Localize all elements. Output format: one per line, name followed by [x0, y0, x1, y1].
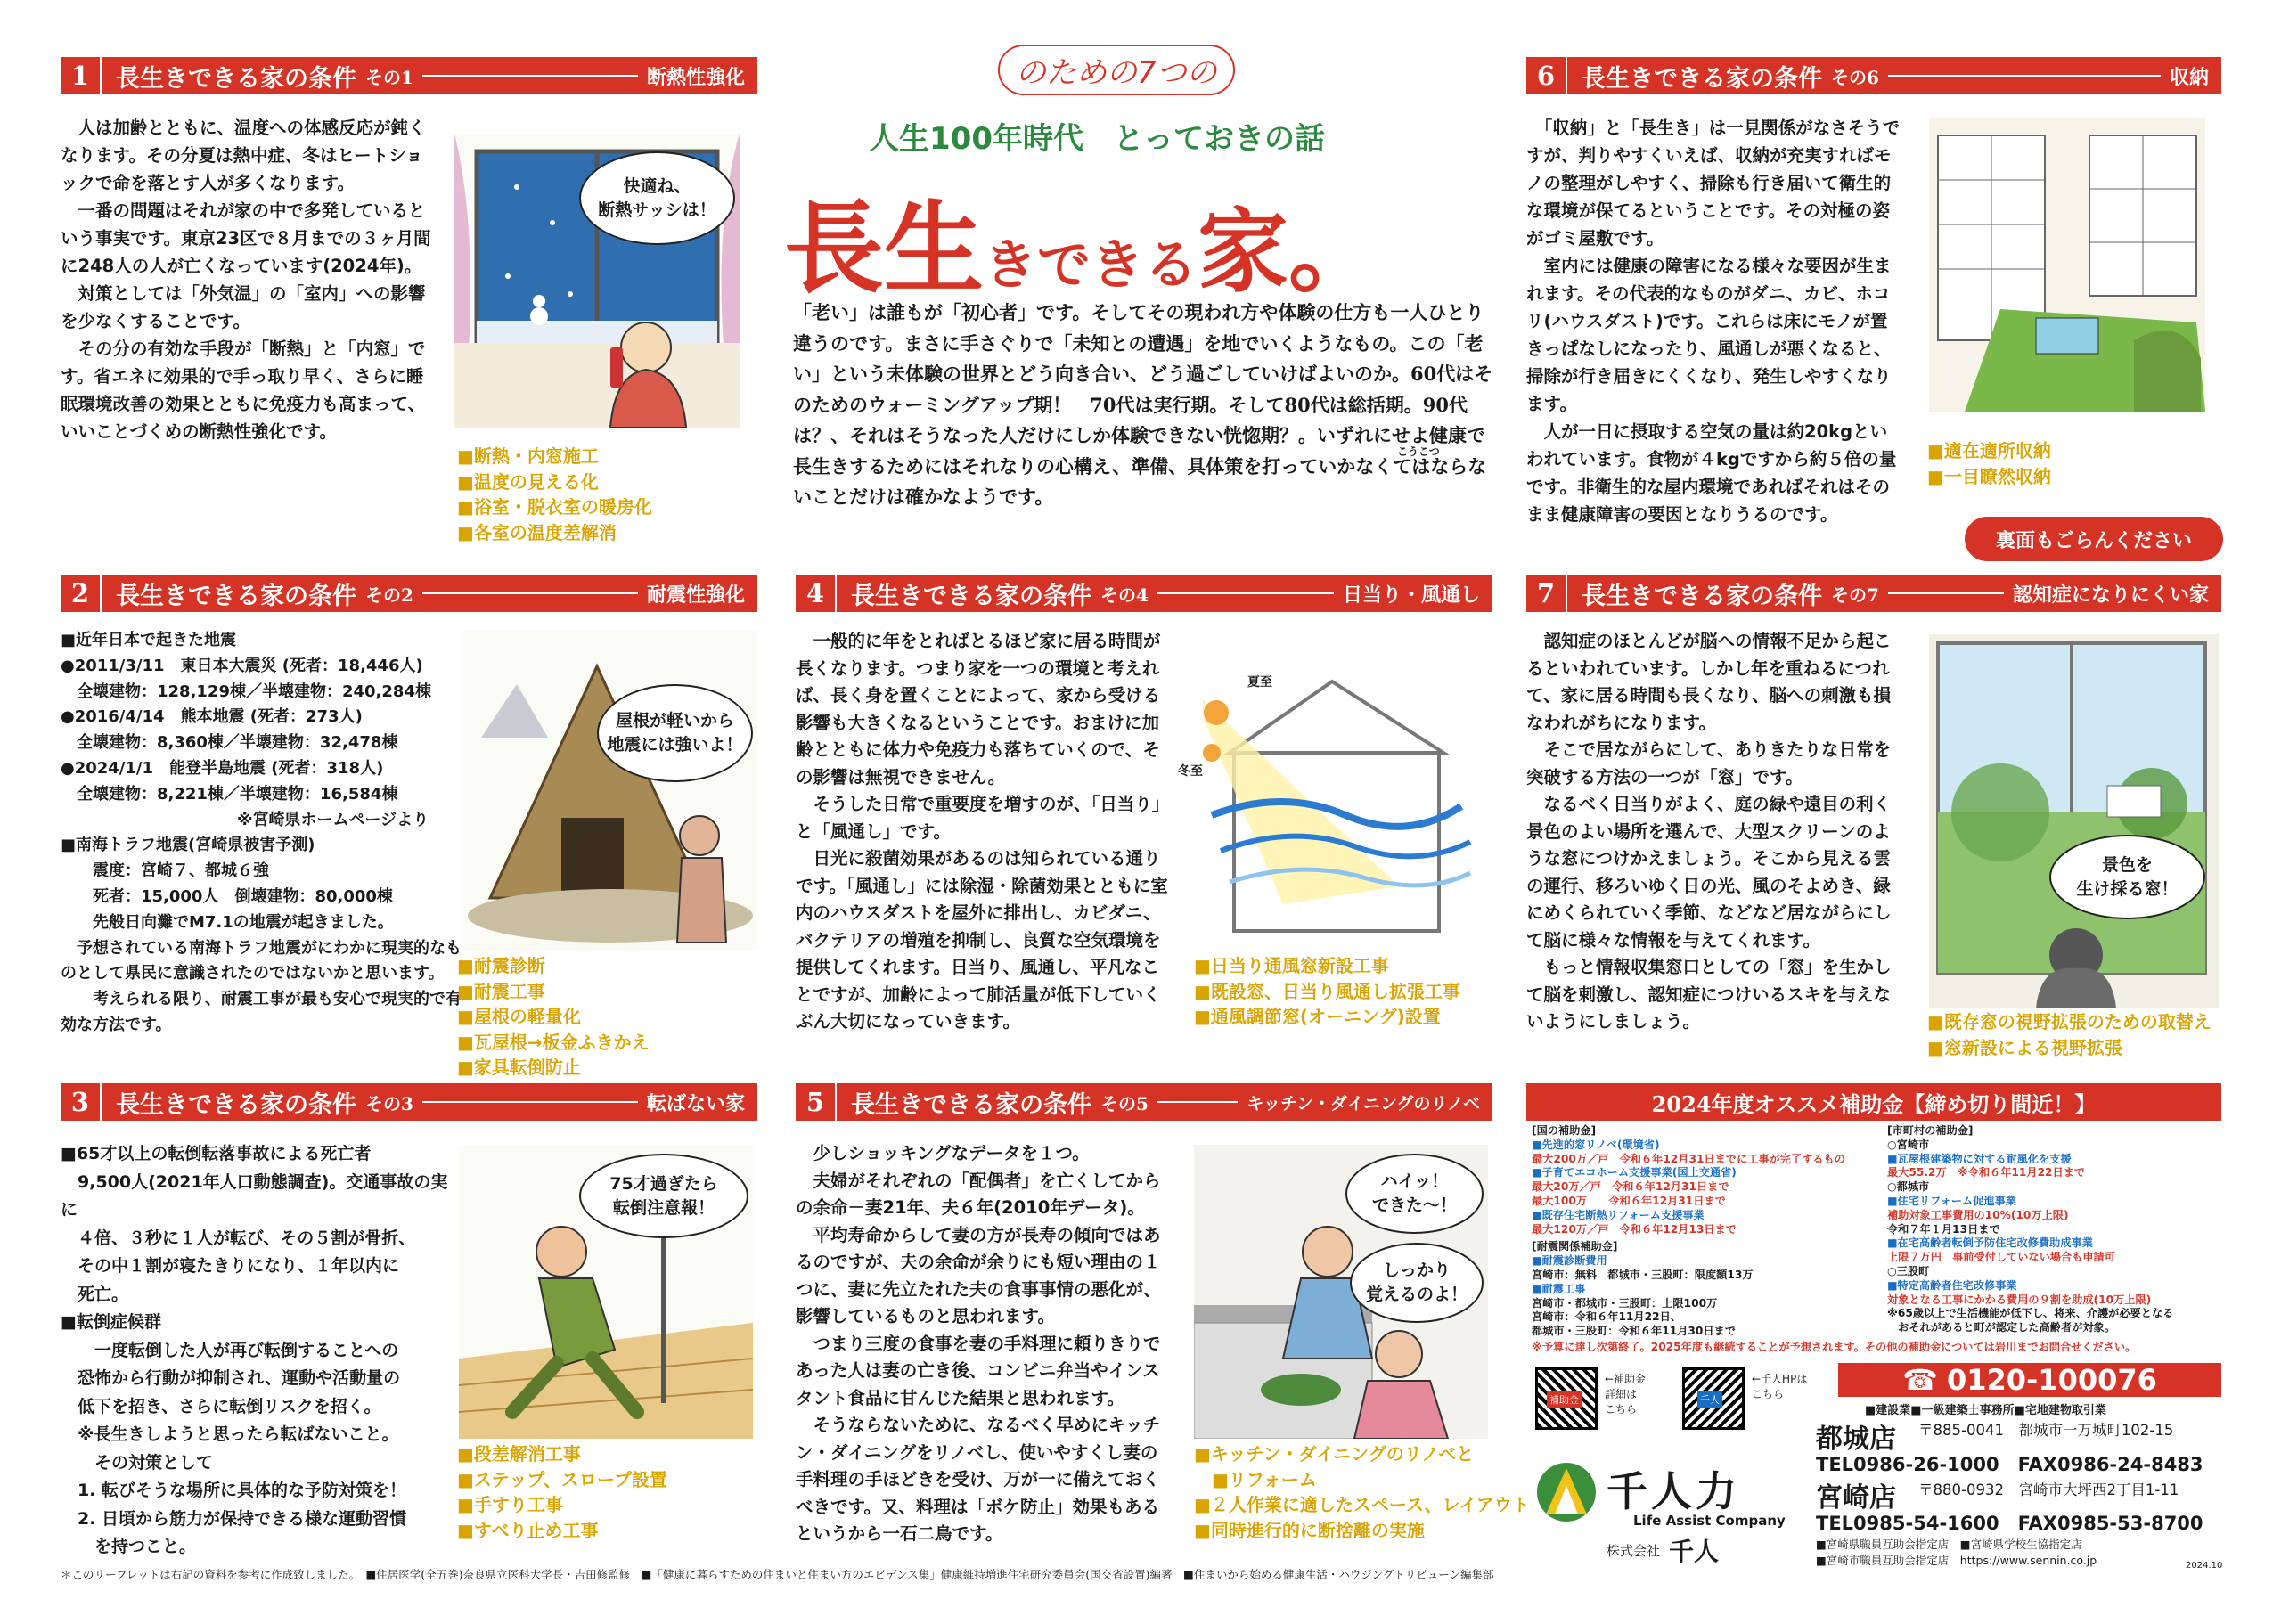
subsidy-line: ■先進的窓リノベ(環境省)	[1532, 1138, 1660, 1151]
section-1-header	[61, 57, 757, 94]
list-item: ■ 手すり工事	[457, 1492, 667, 1518]
list-item: ■ 既存窓の視野拡張のための取替え	[1927, 1009, 2212, 1035]
subsidy-line: 令和７年１月13日まで	[1887, 1222, 2000, 1236]
list-item: ■ すべり止め工事	[457, 1518, 667, 1544]
section-sono: その7	[1831, 583, 1879, 606]
section-sono: その1	[365, 66, 413, 88]
section-title: 長生きできる家の条件	[116, 1090, 356, 1119]
winter-label: 冬至	[1178, 764, 1203, 779]
section-title: 長生きできる家の条件	[1582, 582, 1822, 610]
company-block	[1526, 1363, 2221, 1577]
speech-bubble-2: しっかり 覚えるのよ！	[1350, 1243, 1484, 1323]
section-number: 7	[1526, 575, 1567, 612]
house-sunlight-illustration	[1176, 664, 1479, 958]
company-tagline: Life Assist Company	[1633, 1513, 1786, 1529]
back-page-note: 裏面もごらんください	[1965, 517, 2223, 561]
list-item: ■ 温度の見える化	[457, 469, 652, 495]
subsidy-line: ■耐震診断費用	[1532, 1254, 1607, 1268]
main-heading	[784, 36, 1497, 307]
list-item: ■ 既設窓、日当り風通し拡張工事	[1194, 979, 1460, 1005]
registration-line-2: ■宮崎市職員互助会指定店 https://www.sennin.co.jp	[1816, 1554, 2097, 1567]
subsidy-line: ■在宅高齢者転倒予防住宅改修費助成事業	[1887, 1236, 2093, 1250]
store1-address: 〒885-0041 都城市一万城町102-15	[1918, 1422, 2174, 1439]
list-item: ■ 断熱・内窓施工	[457, 444, 652, 469]
subsidy-line: 最大120万／戸 令和６年12月13日まで	[1532, 1222, 1737, 1236]
section-5-header	[796, 1083, 1492, 1121]
list-item: ■ 段差解消工事	[457, 1441, 667, 1467]
section-4-items	[1194, 953, 1460, 1030]
speech-bubble-1: ハイッ！ できた～！	[1345, 1154, 1484, 1234]
section-title: 長生きできる家の条件	[116, 64, 356, 93]
section-3-items	[457, 1441, 667, 1543]
section-3-header	[61, 1083, 757, 1121]
subsidy-line: ○都城市	[1887, 1180, 1930, 1194]
section-subtitle: キッチン・ダイニングのリノベ	[1247, 1093, 1480, 1114]
license-line: ■建設業■一級建築士事務所■宅地建物取引業	[1865, 1404, 2106, 1417]
company-name: 千人	[1669, 1537, 1720, 1566]
section-subtitle: 認知症になりにくい家	[2012, 583, 2209, 607]
section-subtitle: 転ばない家	[646, 1091, 745, 1115]
section-subtitle: 断熱性強化	[646, 65, 745, 89]
section-6-header	[1526, 57, 2221, 94]
subsidy-line: ■特定高齢者住宅改修事業	[1887, 1278, 2017, 1292]
subsidy-body	[1526, 1124, 2221, 1356]
section-7-header	[1526, 575, 2221, 612]
company-kabushiki: 株式会社	[1607, 1543, 1661, 1559]
list-item: ■ 耐震診断	[457, 953, 650, 979]
phone-number: 0120-100076	[1946, 1363, 2157, 1397]
subsidy-line: ■耐震工事	[1532, 1282, 1586, 1295]
list-item: ■ 瓦屋根→板金ふきかえ	[457, 1030, 650, 1056]
kitchen-illustration	[1194, 1145, 1488, 1439]
list-item: ■ 一目瞭然収納	[1927, 464, 2051, 490]
subsidy-right	[1887, 1124, 2217, 1335]
section-4-body: 一般的に年をとればとるほど家に居る時間が長くなります。つまり家を一つの環境と考えれば、長く身を置くことによって、家から受ける影響も大きくなるということです。おまけに加齢とともに体力や免疫力も落ちていくので、その影響は無視できません。 そうした日常で重要度を増すのが、「日当り」と「風通し」です。 日光に殺菌効果があるのは知られている通りです。「風通し」には除湿・除菌効果とともに室内のハウスダストを屋外に排出し、カビダニ、バクテリアの増殖を抑制し、良質な空気環境を提供してくれます。日当り、風通し、平凡なことですが、加齢によって肺活量が低下していくぶん大切になっていきます。	[796, 631, 1170, 1032]
store1-name: 都城店	[1816, 1424, 1896, 1455]
section-number: 2	[61, 575, 102, 612]
section-2-items	[457, 953, 650, 1081]
store2-name: 宮崎店	[1816, 1482, 1896, 1514]
furigana: こうこつ	[1397, 445, 1440, 458]
section-sono: その2	[365, 583, 413, 606]
section-6-items	[1927, 438, 2051, 489]
section-subtitle: 収納	[2169, 65, 2209, 89]
subsidy-line: [耐震関係補助金]	[1532, 1240, 1618, 1253]
subsidy-line: [市町村の補助金]	[1887, 1124, 1974, 1137]
section-sono: その5	[1100, 1092, 1149, 1114]
section-title: 長生きできる家の条件	[851, 582, 1091, 610]
subsidy-line: 最大20万／戸 令和６年12月31日まで	[1532, 1180, 1729, 1194]
store2-address: 〒880-0932 宮崎市大坪西2丁目1-11	[1918, 1481, 2179, 1498]
thatched-hut-illustration	[463, 631, 757, 951]
section-number: 1	[61, 57, 102, 94]
subsidy-line: 宮崎市：令和６年11月22日、	[1532, 1310, 1681, 1324]
qr-label: 補助金	[1547, 1391, 1582, 1408]
section-number: 4	[796, 575, 837, 612]
registration-line-1: ■宮崎県職員互助会指定店 ■宮崎県学校生協指定店	[1816, 1538, 2082, 1551]
section-sono: その6	[1831, 66, 1879, 88]
qr2-note: ←千人HPは こちら	[1752, 1373, 1808, 1400]
section-title: 長生きできる家の条件	[116, 582, 356, 610]
storage-room-illustration	[1929, 118, 2205, 412]
speech-bubble: 75才過ぎたら 転倒注意報！	[579, 1154, 748, 1238]
issue-date: 2024.10	[2186, 1561, 2223, 1571]
list-item: ■ 同時進行的に断捨離の実施	[1194, 1518, 1530, 1544]
subsidy-line: ○三股町	[1887, 1264, 1930, 1277]
handwriting-note: のための7つの	[998, 45, 1235, 95]
section-number: 3	[61, 1083, 102, 1121]
list-item: ■ ステップ、スロープ設置	[457, 1467, 667, 1493]
subsidy-line: 都城市・三股町：令和６年11月30日まで	[1532, 1325, 1736, 1338]
list-item: ■ 耐震工事	[457, 979, 650, 1005]
qr-code-homepage[interactable]	[1682, 1367, 1745, 1430]
heading-big3: 家。	[1198, 199, 1379, 306]
section-1-items	[457, 444, 652, 545]
heading-line1a: 人生100年時代	[869, 121, 1083, 157]
falling-man-illustration	[459, 1145, 753, 1439]
subsidy-line: 補助対象工事費用の10%(10万上限)	[1887, 1208, 2069, 1221]
speech-bubble: 景色を 生け採る窓！	[2049, 835, 2205, 919]
list-item: ■ ２人作業に適したスペース、レイアウト	[1194, 1492, 1530, 1518]
qr-label: 千人	[1697, 1391, 1722, 1408]
list-item: ■ 各室の温度差解消	[457, 520, 652, 546]
section-subtitle: 日当り・風通し	[1342, 583, 1480, 607]
subsidy-line: ■瓦屋根建築物に対する耐風化を支援	[1887, 1152, 2072, 1165]
section-title: 長生きできる家の条件	[1582, 64, 1822, 93]
section-7-body: 認知症のほとんどが脳への情報不足から起こるといわれています。しかし年を重ねるにつれて、家に居る時間も長くなり、脳への刺激も損なわれがちになります。 そこで居ながらにして、ありきたりな日常を突破する方法の一つが「窓」です。 なるべく日当りがよく、庭の緑や遠目の利く景色のよい場所を選んで、大型スクリーンのような窓につけかえましょう。そこから見える雲の運行、移ろいゆく日の光、風のそよめき、緑にめくられていく季節、などなど居ながらにして脳に様々な情報を与えてくれます。 もっと情報収集窓口としての「窓」を生かして脳を刺激し、認知症につけいるスキを与えないようにしましょう。	[1526, 631, 1892, 1032]
subsidy-line: 宮崎市・都城市・三股町：上限100万	[1532, 1296, 1718, 1310]
store2-tel: TEL0985-54-1600 FAX0985-53-8700	[1816, 1513, 2203, 1534]
subsidy-title: 2024年度オススメ補助金【締め切り間近！】	[1526, 1083, 2221, 1121]
list-item: ■ 屋根の軽量化	[457, 1004, 650, 1030]
section-3-body: ■65才以上の転倒転落事故による死亡者 9,500人(2021年人口動態調査)。交通事故の実に ４倍、３秒に１人が転び、その５割が骨折、 その中１割が寝たきりになり、１年以内に 死亡。 ■転倒症候群 一度転倒した人が再び転倒することへの 恐怖から行動が抑制され、運動や活動量の 低下を招き、さらに転倒リスクを招く。 ※長生きしようと思ったら転ばないこと。 その対策として 1. 転びそうな場所に具体的な予防対策を！ 2. 日頃から筋力が保持できる様な運動習慣 を持つこと。	[61, 1144, 448, 1556]
section-number: 5	[796, 1083, 837, 1121]
reference-footer: ＊このリーフレットは右記の資料を参考に作成致しました。 ■住居医学(全五巻)奈良県立医科大学長・吉田修監修 ■「健康に暮らすための住まいと住まい方のエビデンス集」健康維持増進住宅研究委員会(国交省設置)編著 ■住まいから始める健康生活・ハウジングトリビューン編集部	[61, 1568, 1494, 1581]
subsidy-line: 最大100万 令和６年12月31日まで	[1532, 1194, 1726, 1207]
section-6-body: 「収納」と「長生き」は一見関係がなさそうですが、判りやすくいえば、収納が充実すればモノの整理がしやすく、掃除も行き届いて衛生的な環境が保てるということです。その対極の姿がゴミ屋敷です。 室内には健康の障害になる様々な要因が生まれます。その代表的なものがダニ、カビ、ホコリ(ハウスダスト)です。これらは床にモノが置きっぱなしになったり、風通しが悪くなると、掃除が行き届きにくくなり、発生しやすくなります。 人が一日に摂取する空気の量は約20kgといわれています。食物が４kgですから約５倍の量です。非衛生的な屋内環境であればそれはそのまま健康障害の要因となりうるのです。	[1526, 118, 1901, 525]
speech-bubble: 快適ね、 断熱サッシは！	[579, 151, 735, 245]
heading-big1: 長生	[784, 191, 984, 307]
section-number: 6	[1526, 57, 1567, 94]
company-logo-mark	[1535, 1461, 1598, 1523]
list-item: ■ リフォーム	[1194, 1467, 1530, 1493]
heading-line1b: とっておきの話	[1113, 121, 1325, 157]
company-logo-text: 千人力	[1607, 1467, 1740, 1515]
section-sono: その4	[1100, 583, 1149, 606]
list-item: ■ 適在適所収納	[1927, 438, 2051, 464]
section-7-items	[1927, 1009, 2212, 1060]
heading-big2: きできる	[984, 234, 1198, 297]
section-1-body: 人は加齢とともに、温度への体感反応が鈍くなります。その分夏は熱中症、冬はヒートショックで命を落とす人が多くなります。 一番の問題はそれが家の中で多発しているという事実です。東京23区で８月までの３ヶ月間に248人の人が亡くなっています(2024年)。 対策としては「外気温」の「室内」への影響を少なくすることです。 その分の有効な手段が「断熱」と「内窓」です。省エネに効果的で手っ取り早く、さらに睡眠環境改善の効果とともに免疫力も高まって、いいことづくめの断熱性強化です。	[61, 118, 431, 442]
list-item: ■ 通風調節窓(オーニング)設置	[1194, 1004, 1460, 1030]
store1-tel: TEL0986-26-1000 FAX0986-24-8483	[1816, 1454, 2203, 1475]
section-sono: その3	[365, 1092, 413, 1114]
intro-text: 「老い」は誰もが「初心者」です。そしてその現われ方や体験の仕方も一人ひとり違うのです。まさに手さぐりで「未知との遭遇」を地でいくようなもの。この「老い」という未体験の世界とどう向き合い、どう過ごしていけばよいのか。60代はそのためのウォーミングアップ期！ 70代は実行期。そして80代は総括期。90代は？、それはそうなった人だけにしか体験できない恍惚期？。いずれにせよ健康で長生きするためにはそれなりの心構え、準備、具体策を打っていかなくてはならないことだけは確かなようです。	[793, 301, 1493, 508]
qr-code-subsidy[interactable]	[1535, 1367, 1598, 1430]
section-title: 長生きできる家の条件	[851, 1090, 1091, 1119]
summer-label: 夏至	[1247, 675, 1272, 690]
subsidy-footnote: ※予算に達し次第終了。2025年度も継続することが予想されます。その他の補助金については岩川までお問合せください。	[1532, 1341, 2137, 1353]
subsidy-line: ■既存住宅断熱リフォーム支援事業	[1532, 1208, 1705, 1221]
subsidy-line: 最大55.2万 ※令和６年11月22日まで	[1887, 1166, 2086, 1179]
subsidy-line: ■子育てエコホーム支援事業(国土交通省)	[1532, 1166, 1737, 1179]
subsidy-line: [国の補助金]	[1532, 1124, 1597, 1137]
section-4-header	[796, 575, 1492, 612]
section-subtitle: 耐震性強化	[646, 583, 745, 607]
list-item: ■ キッチン・ダイニングのリノベと	[1194, 1441, 1530, 1467]
section-2-body: ■近年日本で起きた地震 ●2011/3/11 東日本大震災 (死者：18,446人) 全壊建物：128,129棟／半壊建物：240,284棟 ●2016/4/14 熊本地震 (死者：273人) 全壊建物：8,360棟／半壊建物：32,478棟 ●2024/1/1 能登半島地震 (死者：318人) 全壊建物：8,221棟／半壊建物：16,584棟 ※宮崎県ホームページより ■南海トラフ地震(宮崎県被害予測) 震度：宮崎７、都城６強 死者：15,000人 倒壊建物：80,000棟 先般日向灘でM7.1の地震が起きました。 予想されている南海トラフ地震がにわかに現実的なものとして県民に意識されたのではないかと思います。 考えられる限り、耐震工事が最も安心で現実的で有効な方法です。	[61, 631, 462, 1034]
subsidy-left	[1532, 1124, 1879, 1339]
list-item: ■ 家具転倒防止	[457, 1055, 650, 1081]
phone-banner[interactable]	[1838, 1363, 2221, 1397]
subsidy-line: ■住宅リフォーム促進事業	[1887, 1194, 2016, 1207]
section-5-body: 少しショッキングなデータを１つ。 夫婦がそれぞれの「配偶者」を亡くしてからの余命－妻21年、夫６年(2010年データ)。 平均寿命からして妻の方が長寿の傾向ではあるのですが、夫の余命が余りにも短い理由の１つに、妻に先立たれた夫の食事事情の悪化が、影響しているものと思われます。 つまり三度の食事を妻の手料理に頼りきりであった人は妻の亡き後、コンビニ弁当やインスタント食品に甘んじた結果と思われます。 そうならないために、なるべく早めにキッチン・ダイニングをリノベし、使いやすくし妻の手料理の手ほどきを受け、万が一に備えておくべきです。又、料理は「ボケ防止」効果もあるというから一石二鳥です。	[796, 1143, 1161, 1544]
list-item: ■ 窓新設による視野拡張	[1927, 1035, 2212, 1061]
subsidy-line: ○宮崎市	[1887, 1138, 1930, 1151]
list-item: ■ 日当り通風窓新設工事	[1194, 953, 1460, 979]
subsidy-line: おそれがあると町が認定した高齢者が対象。	[1887, 1321, 2115, 1334]
subsidy-line: 宮崎市：無料 都城市・三股町：限度額13万	[1532, 1268, 1754, 1281]
garden-window-illustration	[1929, 634, 2219, 1008]
subsidy-line: ※65歳以上で生活機能が低下し、将来、介護が必要となる	[1887, 1307, 2174, 1320]
window-illustration	[454, 134, 740, 428]
speech-bubble: 屋根が軽いから 地震には強いよ！	[597, 684, 753, 782]
section-5-items	[1194, 1441, 1530, 1543]
phone-icon: ☎	[1902, 1363, 1938, 1397]
qr1-note: ←補助金 詳細は こちら	[1605, 1373, 1647, 1416]
list-item: ■ 浴室・脱衣室の暖房化	[457, 494, 652, 520]
subsidy-line: 最大200万／戸 令和６年12月31日までに工事が完了するもの	[1532, 1152, 1845, 1165]
section-2-header	[61, 575, 757, 612]
subsidy-line: 対象となる工事にかかる費用の９割を助成(10万上限)	[1887, 1293, 2152, 1306]
subsidy-line: 上限７万円 事前受付していない場合も申請可	[1887, 1251, 2115, 1264]
